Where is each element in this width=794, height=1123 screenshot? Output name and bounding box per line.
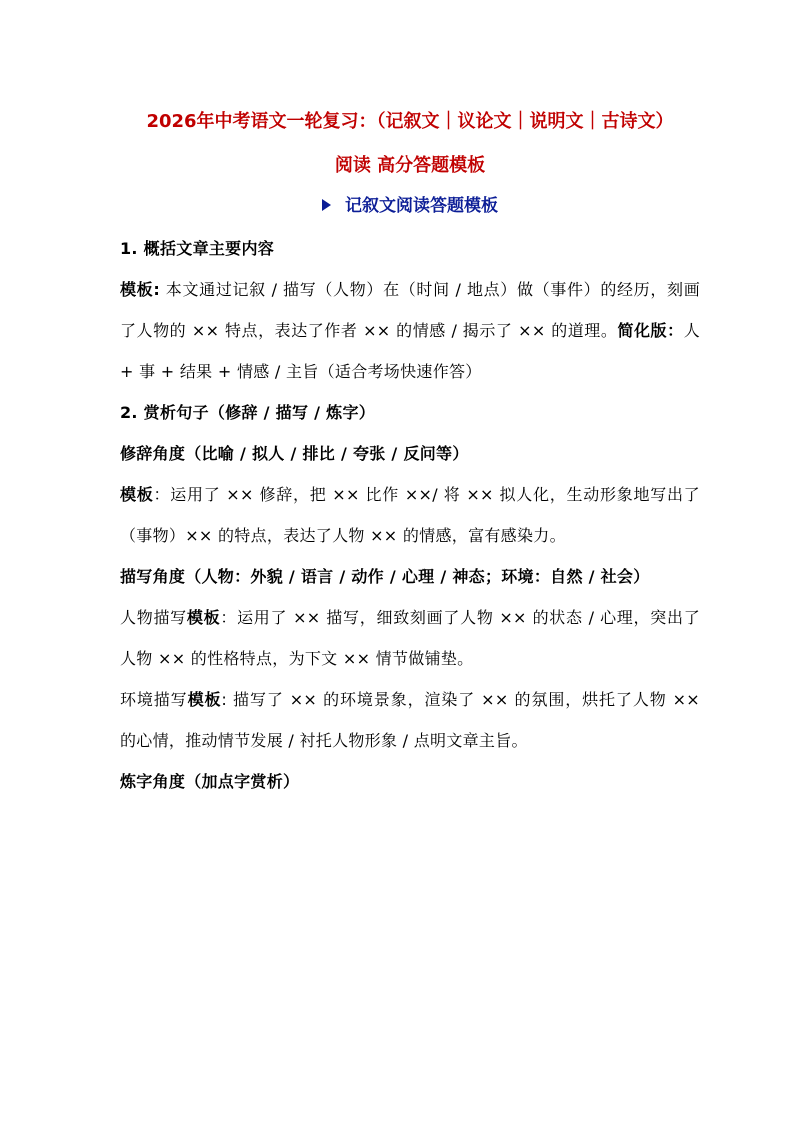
word-heading: 炼字角度（加点字赏析） bbox=[120, 772, 300, 791]
section-heading bbox=[120, 188, 700, 224]
document-title-line2: 阅读 高分答题模板 bbox=[334, 155, 486, 176]
character-template-label: 模板 bbox=[186, 608, 221, 627]
q1-simple-text: 人 + 事 + 结果 + 情感 / 主旨（适合考场快速作答） bbox=[120, 321, 700, 381]
arrow-bullet-icon bbox=[322, 199, 331, 211]
character-prefix: 人物描写 bbox=[120, 608, 187, 627]
environment-template-text: : 描写了 ×× 的环境景象，渲染了 ×× 的氛围，烘托了人物 ×× 的心情，推动情节发展 / 衬托人物形象 / 点明文章主旨。 bbox=[120, 690, 701, 750]
q2-heading: 2. 赏析句子（修辞 / 描写 / 炼字） bbox=[120, 403, 376, 422]
q1-simple-label: 简化版： bbox=[617, 321, 684, 340]
environment-template-label: 模板 bbox=[187, 690, 222, 709]
section-heading-text: 记叙文阅读答题模板 bbox=[345, 196, 498, 216]
document-title-line1: 2026年中考语文一轮复习：（记叙文｜议论文｜说明文｜古诗文） bbox=[146, 111, 674, 132]
character-template-text: ：运用了 ×× 描写，细致刻画了人物 ×× 的状态 / 心理，突出了人物 ×× 的性格特点，为下文 ×× 情节做铺垫。 bbox=[120, 608, 700, 668]
document-page bbox=[120, 100, 700, 802]
q1-template-text: 本文通过记叙 / 描写（人物）在（时间 / 地点）做（事件）的经历，刻画了人物的 ×× 特点，表达了作者 ×× 的情感 / 揭示了 ×× 的道理。 bbox=[120, 280, 700, 340]
q1-template-label: 模板: bbox=[120, 280, 161, 299]
rhetoric-template-label: 模板 bbox=[120, 485, 154, 504]
environment-template-paragraph bbox=[120, 679, 700, 761]
rhetoric-template-paragraph bbox=[120, 474, 700, 556]
environment-prefix: 环境描写 bbox=[120, 690, 188, 709]
q1-heading: 1. 概括文章主要内容 bbox=[120, 239, 275, 258]
q1-template-paragraph bbox=[120, 269, 700, 392]
character-template-paragraph bbox=[120, 597, 700, 679]
description-heading: 描写角度（人物：外貌 / 语言 / 动作 / 心理 / 神态；环境：自然 / 社会） bbox=[120, 567, 650, 586]
rhetoric-heading: 修辞角度（比喻 / 拟人 / 排比 / 夸张 / 反问等） bbox=[120, 444, 469, 463]
rhetoric-template-text: ：运用了 ×× 修辞，把 ×× 比作 ××/ 将 ×× 拟人化，生动形象地写出了（事物）×× 的特点，表达了人物 ×× 的情感，富有感染力。 bbox=[120, 485, 700, 545]
